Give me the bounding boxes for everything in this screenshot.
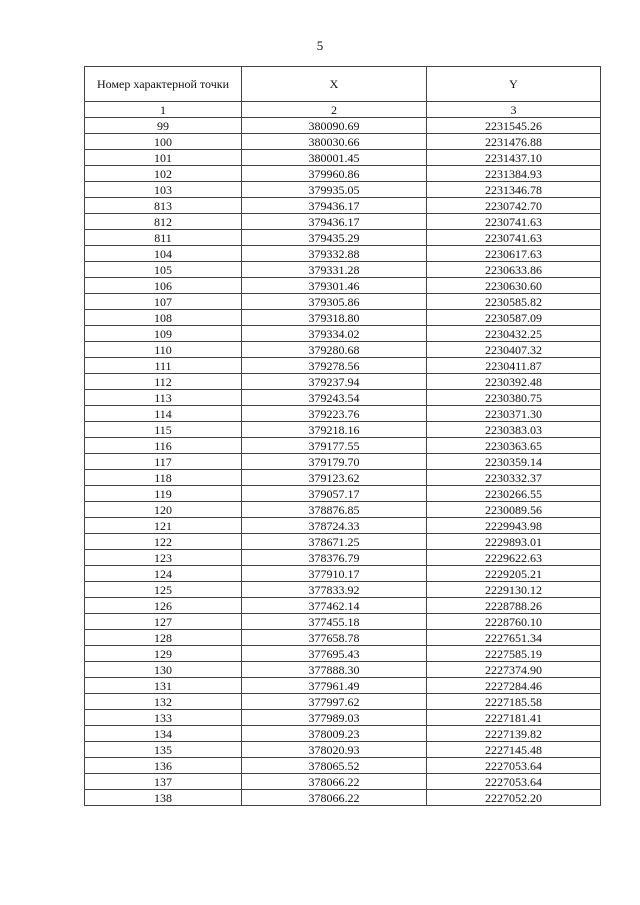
x-coordinate-cell: 379318.80 [242,310,427,326]
point-number-cell: 138 [85,790,242,806]
table-row [85,198,601,214]
table-row [85,134,601,150]
y-coordinate-cell: 2230266.55 [427,486,601,502]
point-number-cell: 126 [85,598,242,614]
point-number-cell: 134 [85,726,242,742]
table-row [85,118,601,134]
table-row [85,614,601,630]
x-coordinate-cell: 378376.79 [242,550,427,566]
y-coordinate-cell: 2229943.98 [427,518,601,534]
y-coordinate-cell: 2231384.93 [427,166,601,182]
table-body [85,118,601,806]
column-number-1: 1 [85,102,242,118]
y-coordinate-cell: 2229205.21 [427,566,601,582]
point-number-cell: 129 [85,646,242,662]
point-number-cell: 114 [85,406,242,422]
y-coordinate-cell: 2230371.30 [427,406,601,422]
table-row [85,150,601,166]
y-coordinate-cell: 2227145.48 [427,742,601,758]
y-coordinate-cell: 2229893.01 [427,534,601,550]
header-point-number: Номер характерной точки [85,67,242,102]
x-coordinate-cell: 377888.30 [242,662,427,678]
table-row [85,294,601,310]
table-row [85,694,601,710]
point-number-cell: 116 [85,438,242,454]
y-coordinate-cell: 2230741.63 [427,214,601,230]
x-coordinate-cell: 378066.22 [242,790,427,806]
table-row [85,566,601,582]
point-number-cell: 118 [85,470,242,486]
table-row [85,550,601,566]
table-row [85,470,601,486]
x-coordinate-cell: 379436.17 [242,198,427,214]
x-coordinate-cell: 380001.45 [242,150,427,166]
y-coordinate-cell: 2230742.70 [427,198,601,214]
y-coordinate-cell: 2229622.63 [427,550,601,566]
y-coordinate-cell: 2227181.41 [427,710,601,726]
point-number-cell: 137 [85,774,242,790]
y-coordinate-cell: 2230633.86 [427,262,601,278]
y-coordinate-cell: 2230587.09 [427,310,601,326]
x-coordinate-cell: 378876.85 [242,502,427,518]
point-number-cell: 115 [85,422,242,438]
x-coordinate-cell: 380030.66 [242,134,427,150]
x-coordinate-cell: 379057.17 [242,486,427,502]
y-coordinate-cell: 2230363.65 [427,438,601,454]
x-coordinate-cell: 377910.17 [242,566,427,582]
x-coordinate-cell: 378724.33 [242,518,427,534]
table-row [85,182,601,198]
y-coordinate-cell: 2230432.25 [427,326,601,342]
point-number-cell: 120 [85,502,242,518]
y-coordinate-cell: 2227053.64 [427,774,601,790]
point-number-cell: 101 [85,150,242,166]
table-row [85,438,601,454]
x-coordinate-cell: 380090.69 [242,118,427,134]
x-coordinate-cell: 378065.52 [242,758,427,774]
y-coordinate-cell: 2230380.75 [427,390,601,406]
table-row [85,422,601,438]
table-row [85,406,601,422]
table-row [85,774,601,790]
point-number-cell: 104 [85,246,242,262]
point-number-cell: 119 [85,486,242,502]
x-coordinate-cell: 379305.86 [242,294,427,310]
x-coordinate-cell: 379223.76 [242,406,427,422]
y-coordinate-cell: 2227284.46 [427,678,601,694]
x-coordinate-cell: 377997.62 [242,694,427,710]
y-coordinate-cell: 2230585.82 [427,294,601,310]
point-number-cell: 132 [85,694,242,710]
table-row [85,326,601,342]
table-row [85,710,601,726]
table-row [85,646,601,662]
table-row [85,278,601,294]
y-coordinate-cell: 2230359.14 [427,454,601,470]
table-row [85,358,601,374]
point-number-cell: 102 [85,166,242,182]
point-number-cell: 106 [85,278,242,294]
table-row [85,214,601,230]
y-coordinate-cell: 2230089.56 [427,502,601,518]
header-x: X [242,67,427,102]
y-coordinate-cell: 2230411.87 [427,358,601,374]
column-number-2: 2 [242,102,427,118]
table-row [85,630,601,646]
x-coordinate-cell: 379960.86 [242,166,427,182]
table-row [85,502,601,518]
x-coordinate-cell: 379436.17 [242,214,427,230]
y-coordinate-cell: 2228788.26 [427,598,601,614]
table-row [85,518,601,534]
header-y: Y [427,67,601,102]
y-coordinate-cell: 2227053.64 [427,758,601,774]
table-row [85,342,601,358]
y-coordinate-cell: 2230617.63 [427,246,601,262]
point-number-cell: 130 [85,662,242,678]
y-coordinate-cell: 2227139.82 [427,726,601,742]
x-coordinate-cell: 378671.25 [242,534,427,550]
x-coordinate-cell: 377989.03 [242,710,427,726]
y-coordinate-cell: 2230392.48 [427,374,601,390]
x-coordinate-cell: 379334.02 [242,326,427,342]
point-number-cell: 99 [85,118,242,134]
y-coordinate-cell: 2231545.26 [427,118,601,134]
point-number-cell: 136 [85,758,242,774]
y-coordinate-cell: 2230741.63 [427,230,601,246]
x-coordinate-cell: 377658.78 [242,630,427,646]
table-row [85,582,601,598]
x-coordinate-cell: 378009.23 [242,726,427,742]
y-coordinate-cell: 2227374.90 [427,662,601,678]
point-number-cell: 110 [85,342,242,358]
table-row [85,758,601,774]
x-coordinate-cell: 379280.68 [242,342,427,358]
point-number-cell: 125 [85,582,242,598]
y-coordinate-cell: 2230383.03 [427,422,601,438]
y-coordinate-cell: 2227651.34 [427,630,601,646]
point-number-cell: 133 [85,710,242,726]
y-coordinate-cell: 2231346.78 [427,182,601,198]
point-number-cell: 813 [85,198,242,214]
x-coordinate-cell: 379177.55 [242,438,427,454]
table-row [85,534,601,550]
point-number-cell: 121 [85,518,242,534]
point-number-cell: 122 [85,534,242,550]
coordinates-table [84,66,601,806]
x-coordinate-cell: 379243.54 [242,390,427,406]
table-row [85,246,601,262]
y-coordinate-cell: 2231437.10 [427,150,601,166]
x-coordinate-cell: 379331.28 [242,262,427,278]
table-row [85,454,601,470]
table-row [85,790,601,806]
column-number-3: 3 [427,102,601,118]
x-coordinate-cell: 379332.88 [242,246,427,262]
x-coordinate-cell: 379435.29 [242,230,427,246]
table-row [85,230,601,246]
y-coordinate-cell: 2227185.58 [427,694,601,710]
y-coordinate-cell: 2228760.10 [427,614,601,630]
point-number-cell: 123 [85,550,242,566]
point-number-cell: 124 [85,566,242,582]
x-coordinate-cell: 377695.43 [242,646,427,662]
x-coordinate-cell: 378066.22 [242,774,427,790]
point-number-cell: 111 [85,358,242,374]
point-number-cell: 100 [85,134,242,150]
table-row [85,262,601,278]
table-row [85,726,601,742]
x-coordinate-cell: 379179.70 [242,454,427,470]
table-row [85,662,601,678]
y-coordinate-cell: 2230630.60 [427,278,601,294]
point-number-cell: 128 [85,630,242,646]
table-row [85,598,601,614]
point-number-cell: 117 [85,454,242,470]
x-coordinate-cell: 377455.18 [242,614,427,630]
table-header-row [85,67,601,102]
point-number-cell: 135 [85,742,242,758]
point-number-cell: 811 [85,230,242,246]
y-coordinate-cell: 2230332.37 [427,470,601,486]
table-row [85,374,601,390]
table-row [85,310,601,326]
point-number-cell: 131 [85,678,242,694]
x-coordinate-cell: 379301.46 [242,278,427,294]
x-coordinate-cell: 379237.94 [242,374,427,390]
table-row [85,742,601,758]
x-coordinate-cell: 378020.93 [242,742,427,758]
table-row [85,486,601,502]
y-coordinate-cell: 2227585.19 [427,646,601,662]
x-coordinate-cell: 379278.56 [242,358,427,374]
point-number-cell: 127 [85,614,242,630]
y-coordinate-cell: 2230407.32 [427,342,601,358]
table-row [85,678,601,694]
point-number-cell: 113 [85,390,242,406]
point-number-cell: 109 [85,326,242,342]
page-number: 5 [316,38,324,53]
table-row [85,390,601,406]
x-coordinate-cell: 377833.92 [242,582,427,598]
point-number-cell: 108 [85,310,242,326]
point-number-cell: 112 [85,374,242,390]
x-coordinate-cell: 377462.14 [242,598,427,614]
y-coordinate-cell: 2229130.12 [427,582,601,598]
y-coordinate-cell: 2227052.20 [427,790,601,806]
x-coordinate-cell: 379218.16 [242,422,427,438]
table-row [85,166,601,182]
y-coordinate-cell: 2231476.88 [427,134,601,150]
x-coordinate-cell: 379935.05 [242,182,427,198]
column-number-row [85,102,601,118]
x-coordinate-cell: 379123.62 [242,470,427,486]
point-number-cell: 812 [85,214,242,230]
x-coordinate-cell: 377961.49 [242,678,427,694]
point-number-cell: 103 [85,182,242,198]
point-number-cell: 107 [85,294,242,310]
point-number-cell: 105 [85,262,242,278]
